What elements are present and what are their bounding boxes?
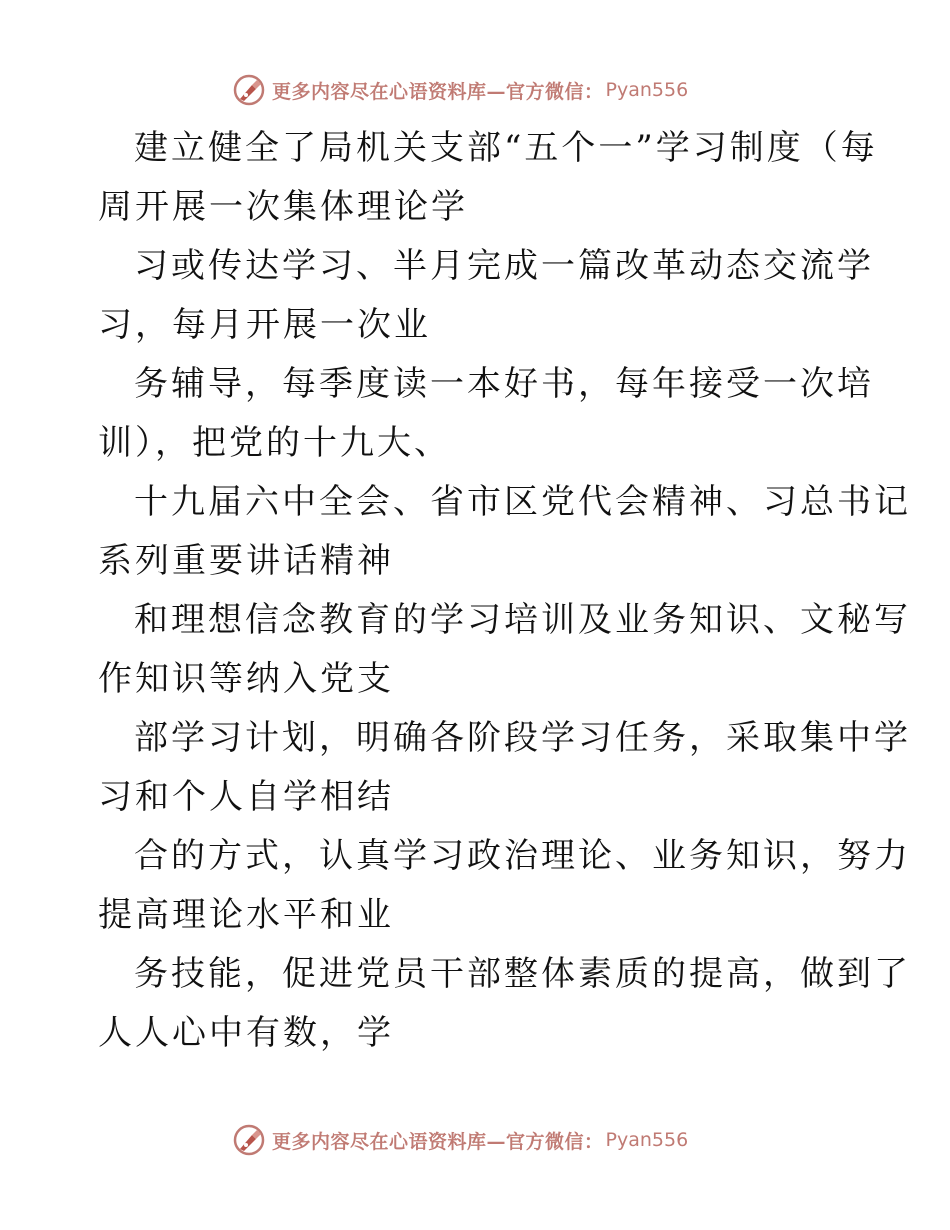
text-line: 系列重要讲话精神	[98, 541, 394, 581]
text-line: 提高理论水平和业	[98, 895, 394, 935]
document-body	[98, 119, 911, 1063]
text-line: 作知识等纳入党支	[98, 659, 394, 699]
text-line: 和理想信念教育的学习培训及业务知识、文秘写	[134, 600, 911, 640]
footer-watermark-banner	[232, 1122, 688, 1158]
text-line: 习或传达学习、半月完成一篇改革动态交流学	[134, 246, 874, 286]
pen-nib-logo-icon	[232, 73, 266, 107]
text-line: 建立健全了局机关支部“五个一”学习制度（每	[134, 128, 878, 168]
text-line: 习，每月开展一次业	[98, 305, 431, 345]
text-line: 人人心中有数，学	[98, 1013, 394, 1053]
watermark-text: 更多内容尽在心语资料库—官方微信：	[272, 1130, 604, 1153]
text-line: 训），把党的十九大、	[98, 423, 451, 463]
text-line: 十九届六中全会、省市区党代会精神、习总书记	[134, 482, 911, 522]
text-line: 部学习计划，明确各阶段学习任务，采取集中学	[134, 718, 911, 758]
text-line: 务技能，促进党员干部整体素质的提高，做到了	[134, 954, 911, 994]
text-line: 周开展一次集体理论学	[98, 187, 468, 227]
text-line: 习和个人自学相结	[98, 777, 394, 817]
wechat-id: Pyan556	[605, 79, 689, 101]
header-watermark-banner	[232, 72, 688, 108]
watermark-text: 更多内容尽在心语资料库—官方微信：	[272, 80, 604, 103]
text-line: 合的方式，认真学习政治理论、业务知识，努力	[134, 836, 911, 876]
pen-nib-logo-icon	[232, 1123, 266, 1157]
text-line: 务辅导，每季度读一本好书，每年接受一次培	[134, 364, 874, 404]
wechat-id: Pyan556	[605, 1129, 689, 1151]
